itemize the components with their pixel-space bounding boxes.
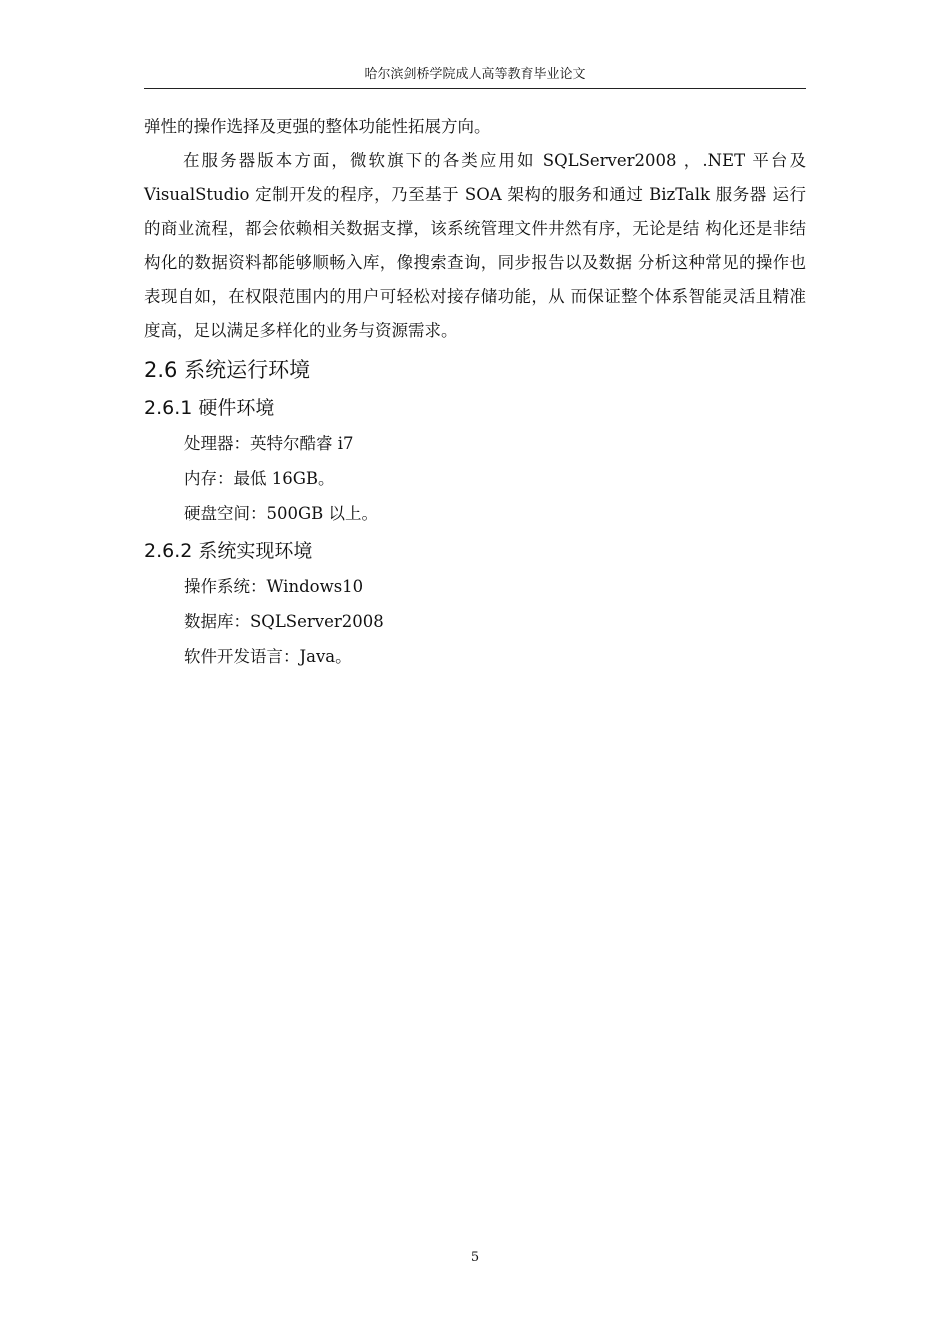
header-title: 哈尔滨剑桥学院成人高等教育毕业论文 [364,67,586,82]
section-heading-2-6: 2.6 系统运行环境 [144,358,311,382]
page-header [144,64,806,89]
hardware-item-disk: 硬盘空间：500GB 以上。 [184,504,379,523]
impl-item-database: 数据库：SQLServer2008 [184,612,384,631]
impl-item-os: 操作系统：Windows10 [184,577,364,596]
section-heading-2-6-1: 2.6.1 硬件环境 [144,397,275,419]
page-content [144,110,806,674]
continuation-paragraph: 弹性的操作选择及更强的整体功能性拓展方向。 [144,117,491,136]
hardware-item-memory: 内存：最低 16GB。 [184,469,335,488]
section-heading-2-6-2: 2.6.2 系统实现环境 [144,540,313,562]
impl-item-language: 软件开发语言：Java。 [184,647,352,666]
hardware-item-cpu: 处理器：英特尔酷睿 i7 [184,434,354,453]
server-version-paragraph: 在服务器版本方面，微软旗下的各类应用如 SQLServer2008 ，.NET 平台及 VisualStudio 定制开发的程序，乃至基于 SOA 架构的服务和通过 BizTalk 服务器 运行的商业流程，都会依赖相关数据支撑，该系统管理文件井然有序，无论是结 构化还是非结构化的数据资料都能够顺畅入库，像搜索查询，同步报告以及数据 分析这种常见的操作也表现自如，在权限范围内的用户可轻松对接存储功能，从 而保证整个体系智能灵活且精准度高，足以满足多样化的业务与资源需求。 [144,151,806,340]
page-number: 5 [470,1250,480,1265]
